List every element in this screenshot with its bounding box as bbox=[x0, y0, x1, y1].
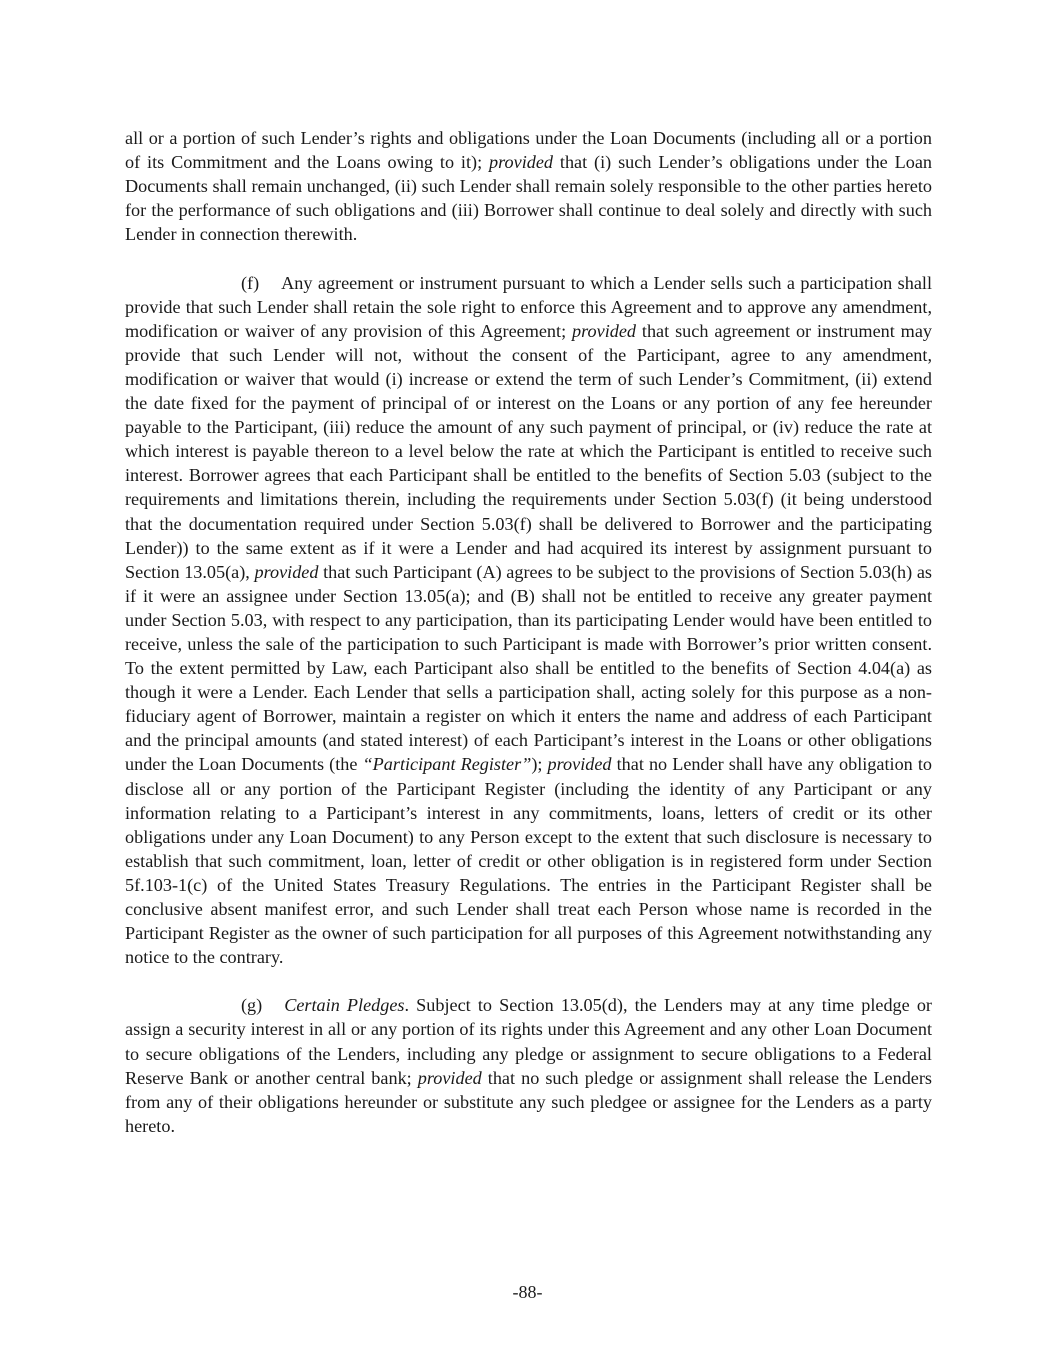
paragraph-text: all or a portion of such Lender’s rights and obligations under the Loan Documents (including all or a portion of its Commitment and the Loans owing to it); bbox=[125, 128, 932, 173]
section-label: (g) bbox=[241, 995, 263, 1016]
paragraph-text: Any agreement or instrument pursuant to which a Lender sells such a participation shall provide that such Lender shall retain the sole right to enforce this Agreement and to approve any amendment, modification or waiver of any provision of this Agreement; bbox=[125, 272, 932, 341]
document-page bbox=[125, 126, 932, 1162]
paragraph-text: that (i) such Lender’s obligations under the Loan Documents shall remain unchanged, (ii) such Lender shall remain solely responsible to the other parties hereto for the performance of such obligations and (iii) Borrower shall continue to deal solely and directly with such Lender in connection therewith. bbox=[125, 152, 932, 245]
provided-term: provided bbox=[417, 1067, 482, 1088]
provided-term: provided bbox=[572, 320, 637, 341]
paragraph-text: that such agreement or instrument may provide that such Lender will not, without the consent of the Participant, agree to any amendment, modification or waiver that would (i) increase or extend the term of such Lender’s Commitment, (ii) extend the date fixed for the payment of principal of or interest on the Loans or any portion of any fee hereunder payable to the Participant, (iii) reduce the amount of any such payment of principal, or (iv) reduce the rate at which interest is payable thereon to a level below the rate at which the Participant is entitled to receive such interest. Borrower agrees that each Participant shall be entitled to the benefits of Section 5.03 (subject to the requirements and limitations therein, including the requirements under Section 5.03(f) (it being understood that the documentation required under Section 5.03(f) shall be delivered to Borrower and the participating Lender)) to the same extent as if it were a Lender and had acquired its interest by assignment pursuant to Section 13.05(a), bbox=[125, 320, 932, 582]
section-g-paragraph bbox=[125, 993, 932, 1138]
paragraph-text: that no Lender shall have any obligation to disclose all or any portion of the Participant Register (including the identity of any Participant or any information relating to a Participant’s interest in any commitments, loans, letters of credit or its other obligations under any Loan Document) to any Person except to the extent that such disclosure is necessary to establish that such commitment, loan, letter of credit or other obligation is in registered form under Section 5f.103-1(c) of the United States Treasury Regulations. The entries in the Participant Register shall be conclusive absent manifest error, and such Lender shall treat each Person whose name is recorded in the Participant Register as the owner of such participation for all purposes of this Agreement notwithstanding any notice to the contrary. bbox=[125, 754, 932, 968]
section-label: (f) bbox=[241, 272, 260, 293]
paragraph-text: that no such pledge or assignment shall release the Lenders from any of their obligations hereunder or substitute any such pledgee or assignee for the Lenders as a party hereto. bbox=[125, 1067, 932, 1136]
defined-term: “Participant Register” bbox=[362, 754, 532, 775]
section-heading: Certain Pledges bbox=[284, 995, 405, 1016]
section-f-paragraph bbox=[125, 271, 932, 970]
paragraph-text: . Subject to Section 13.05(d), the Lenders may at any time pledge or assign a security interest in all or any portion of its rights under this Agreement and any other Loan Document to secure obligations of the Lenders, including any pledge or assignment to secure obligations to a Federal Reserve Bank or another central bank; bbox=[125, 995, 932, 1088]
provided-term: provided bbox=[547, 754, 612, 775]
provided-term: provided bbox=[254, 561, 319, 582]
paragraph-text: ); bbox=[531, 754, 548, 775]
provided-term: provided bbox=[489, 152, 554, 173]
page-number: -88- bbox=[512, 1282, 543, 1302]
continuation-paragraph bbox=[125, 126, 932, 246]
paragraph-text: that such Participant (A) agrees to be subject to the provisions of Section 5.03(h) as if it were an assignee under Section 13.05(a); and (B) shall not be entitled to receive any greater payment under Section 5.03, with respect to any participation, than its participating Lender would have been entitled to receive, unless the sale of the participation to such Participant is made with Borrower’s prior written consent. To the extent permitted by Law, each Participant also shall be entitled to the benefits of Section 4.04(a) as though it were a Lender. Each Lender that sells a participation shall, acting solely for this purpose as a non-fiduciary agent of Borrower, maintain a register on which it enters the name and address of each Participant and the principal amounts (and stated interest) of each Participant’s interest in the Loans or other obligations under the Loan Documents (the bbox=[125, 561, 932, 775]
